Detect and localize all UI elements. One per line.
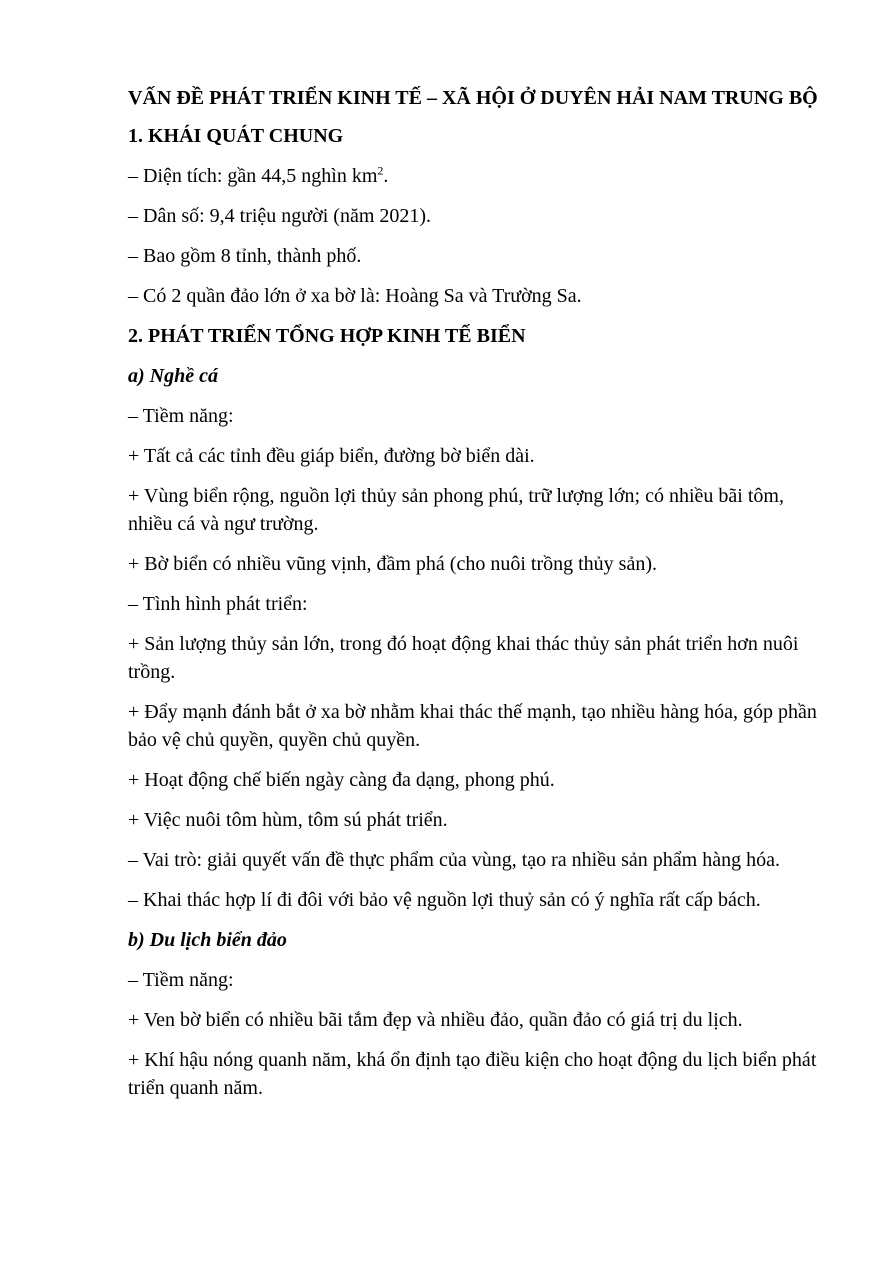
tourism-heading: b) Du lịch biển đảo <box>128 929 287 951</box>
section-1-heading: 1. KHÁI QUÁT CHUNG <box>128 125 344 147</box>
islands-line: – Có 2 quần đảo lớn ở xa bờ là: Hoàng Sa và Trường Sa. <box>128 285 582 307</box>
paragraph: – Vai trò: giải quyết vấn đề thực phẩm của vùng, tạo ra nhiều sản phẩm hàng hóa. <box>128 849 780 871</box>
paragraph: + Bờ biển có nhiều vũng vịnh, đầm phá (cho nuôi trồng thủy sản). <box>128 553 657 575</box>
document-title: VẤN ĐỀ PHÁT TRIỂN KINH TẾ – XÃ HỘI Ở DUYÊN HẢI NAM TRUNG BỘ <box>128 87 818 109</box>
paragraph: – Tiềm năng: <box>128 969 234 991</box>
paragraph: + Hoạt động chế biến ngày càng đa dạng, phong phú. <box>128 769 555 791</box>
area-suffix: . <box>383 165 389 187</box>
paragraph: + Đẩy mạnh đánh bắt ở xa bờ nhằm khai thác thế mạnh, tạo nhiều hàng hóa, góp phần bảo vệ chủ quyền, quyền chủ quyền. <box>128 701 817 751</box>
section-2-heading: 2. PHÁT TRIỂN TỔNG HỢP KINH TẾ BIỂN <box>128 325 526 347</box>
paragraph: + Ven bờ biển có nhiều bãi tắm đẹp và nhiều đảo, quần đảo có giá trị du lịch. <box>128 1009 743 1031</box>
paragraph: – Tiềm năng: <box>128 405 234 427</box>
paragraph: + Khí hậu nóng quanh năm, khá ổn định tạo điều kiện cho hoạt động du lịch biển phát triển quanh năm. <box>128 1049 817 1099</box>
area-line <box>128 162 818 190</box>
fishing-heading: a) Nghề cá <box>128 365 218 387</box>
document-page <box>128 84 818 1114</box>
area-text: – Diện tích: gần 44,5 nghìn km <box>128 165 378 187</box>
paragraph: + Sản lượng thủy sản lớn, trong đó hoạt động khai thác thủy sản phát triển hơn nuôi trồng. <box>128 633 799 683</box>
paragraph: – Khai thác hợp lí đi đôi với bảo vệ nguồn lợi thuỷ sản có ý nghĩa rất cấp bách. <box>128 889 761 911</box>
area-superscript: 2 <box>377 163 384 178</box>
paragraph: + Tất cả các tỉnh đều giáp biển, đường bờ biển dài. <box>128 445 535 467</box>
provinces-line: – Bao gồm 8 tỉnh, thành phố. <box>128 245 362 267</box>
paragraph: – Tình hình phát triển: <box>128 593 308 615</box>
population-line: – Dân số: 9,4 triệu người (năm 2021). <box>128 205 432 227</box>
paragraph: + Việc nuôi tôm hùm, tôm sú phát triển. <box>128 809 448 831</box>
paragraph: + Vùng biển rộng, nguồn lợi thủy sản phong phú, trữ lượng lớn; có nhiều bãi tôm, nhiều cá và ngư trường. <box>128 485 784 535</box>
